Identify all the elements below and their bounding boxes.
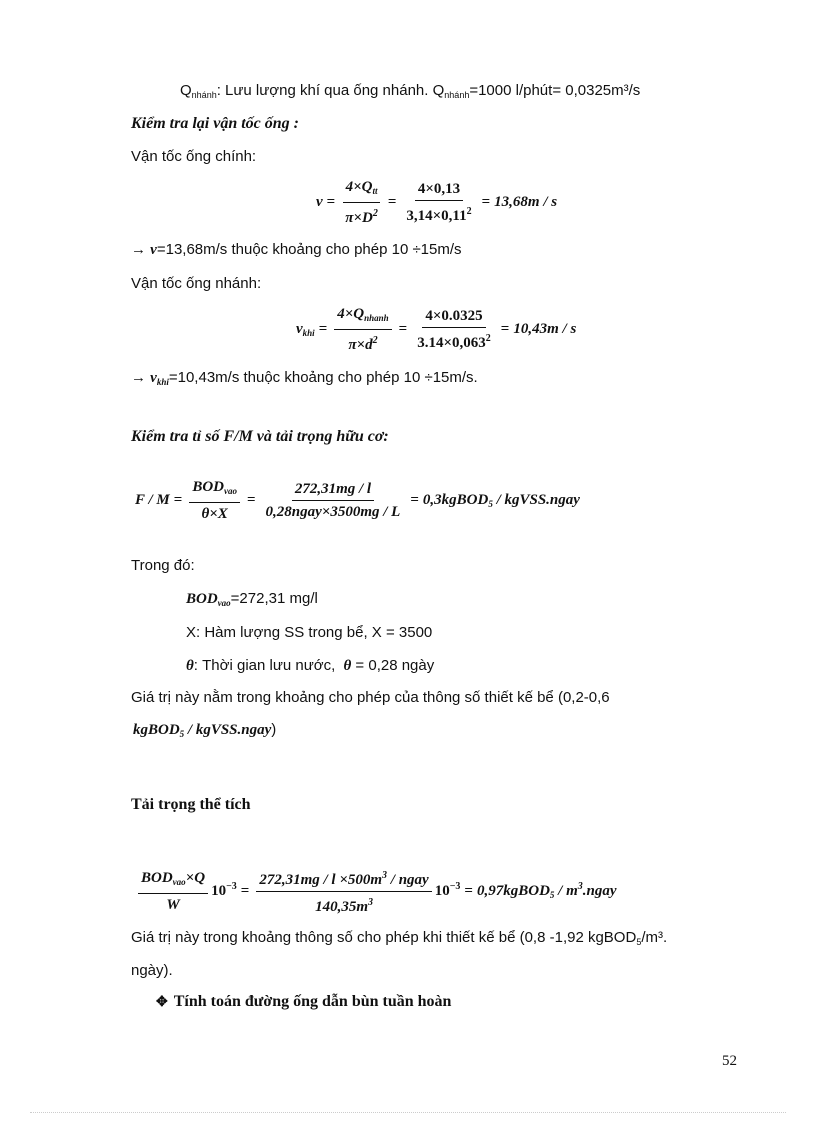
paragraph-fm-range-line1: Giá trị này nằm trong khoảng cho phép của thông số thiết kế bể (0,2-0,6 [131, 689, 610, 706]
bullet-tinh-toan-duong-ong: ✥ Tính toán đường ống dẫn bùn tuần hoàn [156, 993, 452, 1010]
page-bottom-divider [30, 1112, 786, 1113]
paragraph-volumetric-range-line2: ngày). [131, 962, 173, 979]
diamond-bullet-icon: ✥ [156, 995, 168, 1010]
equation-velocity-branch: $v_{khi}$ = $\frac{4\times Q_{nhanh}}{\pi\times d^2}$ = $\frac{4\times 0.0325}{3.14\times 0,063^2}$ = 10,43m / s [296, 306, 577, 353]
equation-volumetric-load: $\frac{BOD_{vao}\times Q}{W}$ $10^{-3}$ = $\frac{272,31mg / l \times 500m^3 / ngay}{140,35m^3}$ $10^{-3}$ = 0,97kgBOD$_5$ / $m^3.ngay$ [135, 867, 617, 916]
heading-kiem-tra-van-toc: Kiểm tra lại vận tốc ống : [131, 115, 299, 132]
label-van-toc-ong-nhanh: Vận tốc ống nhánh: [131, 275, 262, 292]
page-number: 52 [722, 1053, 737, 1069]
line-q-nhanh: $Q_{nhánh}$: Lưu lượng khí qua ống nhánh. $Q_{nhánh}=1000$ l/phút= 0,0325m³/s [180, 82, 641, 100]
definition-bod: $BOD_{vao}=272,31$ mg/l [186, 590, 318, 608]
equation-fm-ratio: F / M = $\frac{BOD_{vao}}{\theta\times X}$ = $\frac{272,31mg / l}{\text{0,28ngay×3500mg / L}}$ = 0,3kgBOD$_5$ / kgVSS.ngay [135, 479, 580, 522]
paragraph-fm-range-line2: kgBOD$_5$ / kgVSS.ngay) [133, 721, 277, 739]
heading-kiem-tra-fm: Kiểm tra tỉ số F/M và tải trọng hữu cơ: [131, 428, 389, 445]
equation-velocity-main: v = $\frac{4\times Q_{tt}}{\pi\times D^2}$ = $\frac{4\times 0,13}{3,14\times 0,11^2}$ = 13,68m / s [316, 179, 558, 226]
definition-theta: θ: Thời gian lưu nước, θ = 0,28 ngày [186, 657, 435, 674]
heading-tai-trong-the-tich: Tải trọng thể tích [131, 796, 251, 813]
line-velocity-main-check: → v=13,68m/s thuộc khoảng cho phép 10 ÷15m/s [131, 241, 462, 258]
line-velocity-branch-check: → $v_{khi}=10,43m/s$ thuộc khoảng cho phép 10 ÷15m/s. [131, 369, 478, 387]
label-van-toc-ong-chinh: Vận tốc ống chính: [131, 148, 257, 165]
paragraph-volumetric-range-line1: Giá trị này trong khoảng thông số cho phép khi thiết kế bể (0,8 -1,92 kgBOD$_5$/m³. [131, 929, 668, 947]
label-trong-do: Trong đó: [131, 557, 195, 574]
definition-x: X: Hàm lượng SS trong bể, X = 3500 [186, 624, 433, 641]
